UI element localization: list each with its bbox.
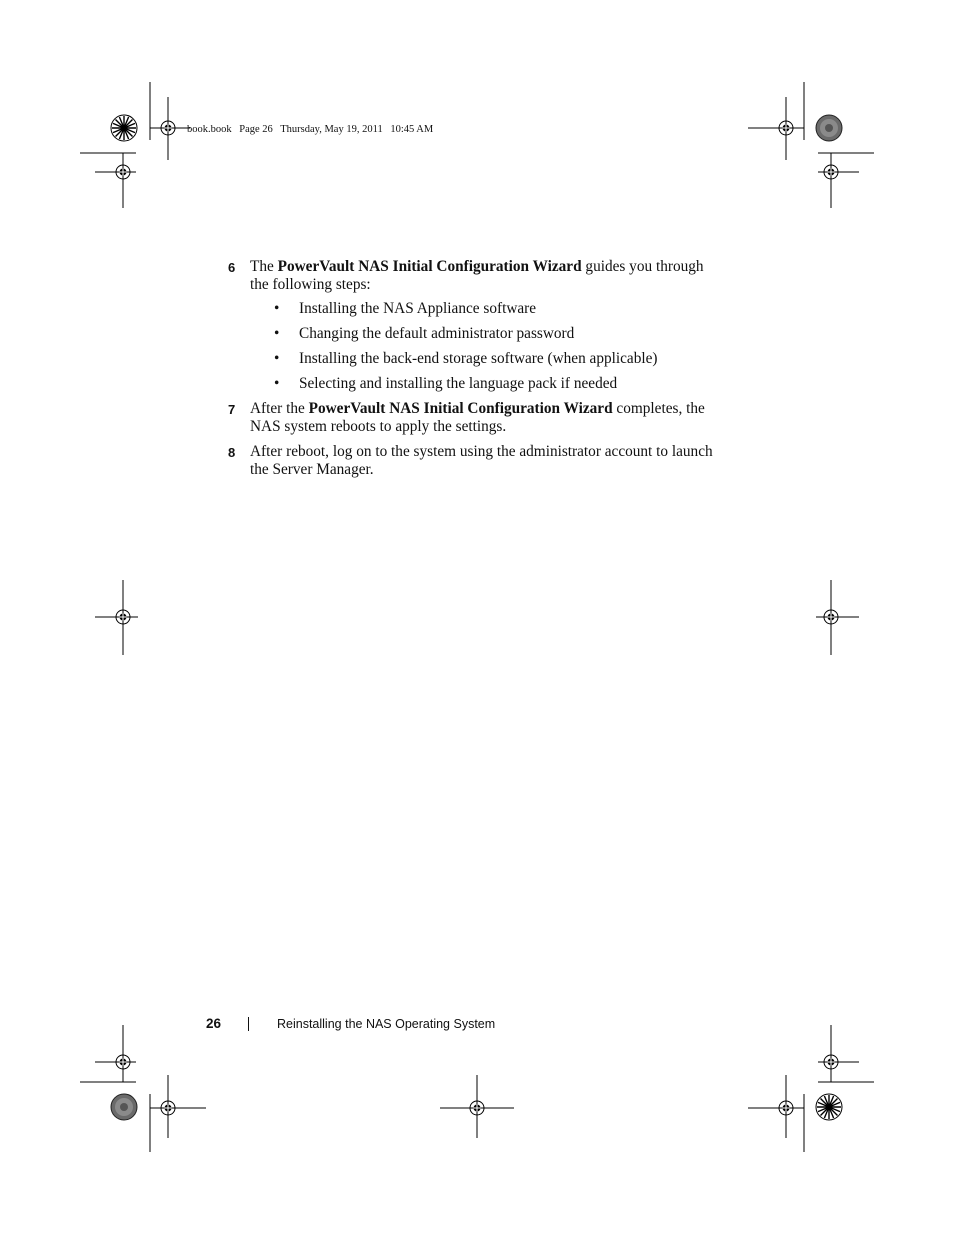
print-slug xyxy=(187,124,438,135)
procedure-steps xyxy=(228,258,718,479)
bullet-icon: • xyxy=(274,300,280,317)
step-8 xyxy=(228,443,718,479)
step-6-bullet-list xyxy=(250,300,718,393)
bullet-icon: • xyxy=(274,375,280,392)
step-text: After reboot, log on to the system using the administrator account to launch the Server Manager. xyxy=(250,443,713,478)
crop-mark-top-right xyxy=(748,82,874,208)
crop-mark-middle-right xyxy=(816,580,859,655)
slug-page: Page 26 xyxy=(239,124,273,135)
list-item-text: Changing the default administrator password xyxy=(299,325,575,342)
list-item xyxy=(250,325,718,343)
step-text-pre: The xyxy=(250,258,278,275)
crop-mark-bottom-center xyxy=(440,1075,514,1138)
page-number: 26 xyxy=(206,1016,222,1031)
bullet-icon: • xyxy=(274,350,280,367)
list-item xyxy=(250,350,718,368)
wizard-name: PowerVault NAS Initial Configuration Wizard xyxy=(308,400,613,417)
crop-mark-middle-left xyxy=(95,580,138,655)
crop-mark-bottom-left xyxy=(80,1025,206,1152)
crop-mark-top-left xyxy=(80,82,190,208)
step-text-post: guides you through the following steps: xyxy=(250,258,704,293)
footer-divider xyxy=(248,1017,249,1031)
slug-date: Thursday, May 19, 2011 xyxy=(280,124,383,135)
slug-file: book.book xyxy=(187,124,232,135)
footer-section-title: Reinstalling the NAS Operating System xyxy=(277,1017,496,1031)
list-item xyxy=(250,375,718,393)
slug-time: 10:45 AM xyxy=(390,124,434,135)
list-item xyxy=(250,300,718,318)
step-number: 8 xyxy=(228,445,236,460)
step-number: 7 xyxy=(228,402,236,417)
step-number: 6 xyxy=(228,260,236,275)
step-6 xyxy=(228,258,718,393)
bullet-icon: • xyxy=(274,325,280,342)
step-text-post: completes, the NAS system reboots to apply the settings. xyxy=(250,400,705,435)
list-item-text: Installing the back-end storage software (when applicable) xyxy=(299,350,658,367)
step-7 xyxy=(228,400,718,436)
wizard-name: PowerVault NAS Initial Configuration Wizard xyxy=(277,258,582,275)
step-text-pre: After the xyxy=(250,400,309,417)
list-item-text: Selecting and installing the language pack if needed xyxy=(299,375,618,392)
list-item-text: Installing the NAS Appliance software xyxy=(299,300,537,317)
crop-mark-bottom-right xyxy=(748,1025,874,1152)
